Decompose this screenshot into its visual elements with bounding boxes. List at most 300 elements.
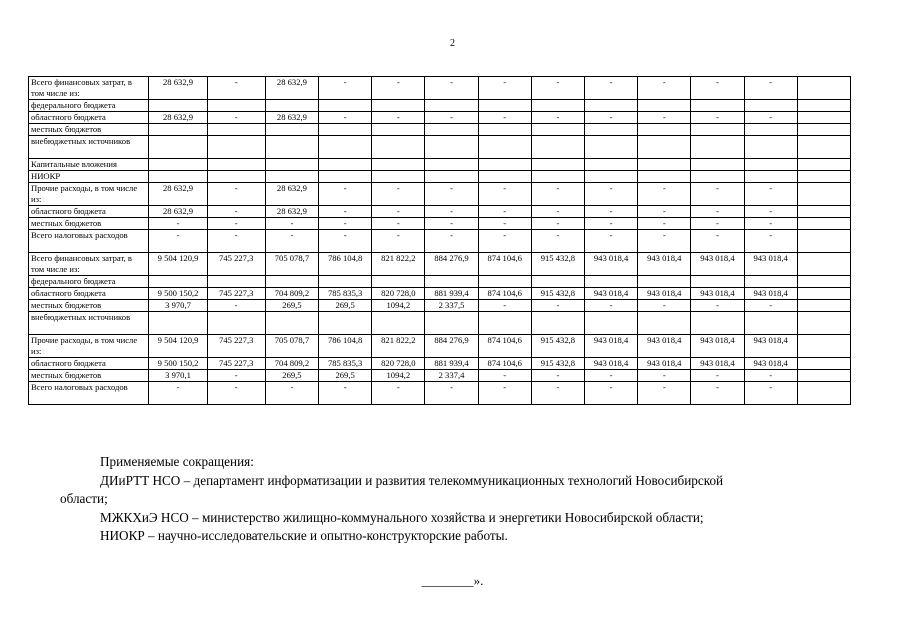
row-label: Прочие расходы, в том числе из: [29, 183, 149, 206]
table-cell [797, 358, 850, 370]
table-cell [425, 159, 478, 171]
table-cell [797, 312, 850, 335]
row-label: федерального бюджета [29, 276, 149, 288]
table-cell [372, 124, 425, 136]
row-label: областного бюджета [29, 112, 149, 124]
table-cell: 745 227,3 [207, 335, 265, 358]
table-cell [319, 171, 372, 183]
table-cell: 269,5 [319, 370, 372, 382]
table-cell: 28 632,9 [265, 183, 318, 206]
table-cell [797, 276, 850, 288]
table-cell [691, 312, 744, 335]
row-label: Всего финансовых затрат, в том числе из: [29, 77, 149, 100]
table-cell: 785 835,3 [319, 358, 372, 370]
table-row [29, 300, 851, 312]
table-cell: - [319, 382, 372, 405]
budget-table-body [29, 77, 851, 405]
table-cell [797, 206, 850, 218]
table-cell: - [372, 218, 425, 230]
table-cell: 874 104,6 [478, 288, 531, 300]
table-cell: 704 809,2 [265, 288, 318, 300]
table-cell: 269,5 [265, 300, 318, 312]
table-cell: - [584, 218, 637, 230]
table-cell [797, 124, 850, 136]
table-cell: 269,5 [319, 300, 372, 312]
table-cell: 943 018,4 [744, 358, 797, 370]
table-cell: - [638, 230, 691, 253]
table-cell [584, 136, 637, 159]
table-cell: - [531, 370, 584, 382]
table-cell: - [744, 183, 797, 206]
table-cell [584, 124, 637, 136]
table-cell: 881 939,4 [425, 358, 478, 370]
table-cell: - [207, 112, 265, 124]
table-cell: 28 632,9 [265, 77, 318, 100]
table-cell: 745 227,3 [207, 358, 265, 370]
table-cell: - [531, 77, 584, 100]
table-cell [797, 370, 850, 382]
table-cell [584, 276, 637, 288]
table-cell: 820 728,0 [372, 288, 425, 300]
table-cell: 9 504 120,9 [149, 335, 207, 358]
table-cell: - [584, 382, 637, 405]
table-cell [478, 276, 531, 288]
table-cell: - [744, 218, 797, 230]
table-cell: 943 018,4 [691, 335, 744, 358]
table-cell [207, 312, 265, 335]
table-cell: - [207, 370, 265, 382]
table-cell [372, 276, 425, 288]
table-cell [797, 136, 850, 159]
table-cell: - [478, 112, 531, 124]
row-label: НИОКР [29, 171, 149, 183]
table-cell: 874 104,6 [478, 253, 531, 276]
table-cell: 1094,2 [372, 300, 425, 312]
table-row [29, 112, 851, 124]
row-label: местных бюджетов [29, 300, 149, 312]
table-cell: - [531, 382, 584, 405]
table-cell: - [478, 382, 531, 405]
table-cell: 820 728,0 [372, 358, 425, 370]
table-cell [744, 171, 797, 183]
table-cell [207, 124, 265, 136]
table-cell [478, 312, 531, 335]
table-cell: - [744, 300, 797, 312]
table-cell: 2 337,5 [425, 300, 478, 312]
table-cell: - [691, 300, 744, 312]
table-cell: 28 632,9 [265, 206, 318, 218]
table-cell [478, 124, 531, 136]
table-cell [149, 124, 207, 136]
table-cell [265, 124, 318, 136]
table-cell [584, 312, 637, 335]
table-cell [744, 276, 797, 288]
abbreviation-mzhkhie: МЖКХиЭ НСО – министерство жилищно-коммунального хозяйства и энергетики Новосибирской области; [100, 509, 704, 525]
table-cell [584, 100, 637, 112]
table-cell: - [478, 183, 531, 206]
table-cell [149, 159, 207, 171]
row-label: Всего налоговых расходов [29, 230, 149, 253]
table-row [29, 218, 851, 230]
table-cell: - [207, 206, 265, 218]
table-cell: - [584, 206, 637, 218]
table-cell: - [425, 218, 478, 230]
table-cell: 745 227,3 [207, 288, 265, 300]
table-cell: 2 337,4 [425, 370, 478, 382]
table-row [29, 124, 851, 136]
table-cell [425, 100, 478, 112]
table-cell: - [691, 370, 744, 382]
table-row [29, 253, 851, 276]
table-row [29, 312, 851, 335]
table-cell: - [531, 230, 584, 253]
row-label: областного бюджета [29, 288, 149, 300]
table-cell: 705 078,7 [265, 335, 318, 358]
table-cell: 786 104,8 [319, 335, 372, 358]
table-cell: - [584, 300, 637, 312]
table-cell: - [425, 183, 478, 206]
abbreviation-niokr: НИОКР – научно-исследовательские и опытно-конструкторские работы. [100, 528, 508, 543]
table-cell: 943 018,4 [744, 288, 797, 300]
table-cell: 943 018,4 [584, 253, 637, 276]
table-row [29, 171, 851, 183]
table-cell: - [744, 230, 797, 253]
table-cell: - [744, 206, 797, 218]
table-row [29, 370, 851, 382]
table-cell: - [207, 382, 265, 405]
table-cell: - [207, 77, 265, 100]
table-cell: 874 104,6 [478, 335, 531, 358]
table-cell [207, 159, 265, 171]
table-cell [691, 136, 744, 159]
table-cell: 9 504 120,9 [149, 253, 207, 276]
table-cell: 786 104,8 [319, 253, 372, 276]
table-cell: 884 276,9 [425, 253, 478, 276]
table-cell [531, 312, 584, 335]
table-cell: 884 276,9 [425, 335, 478, 358]
table-cell: - [531, 300, 584, 312]
table-row [29, 288, 851, 300]
table-cell [691, 100, 744, 112]
table-cell [531, 100, 584, 112]
table-cell [149, 171, 207, 183]
table-cell: - [372, 382, 425, 405]
table-cell: - [149, 382, 207, 405]
abbreviation-ddirtt: ДИиРТТ НСО – департамент информатизации и развития телекоммуникационных технологий Новосибирской [100, 472, 724, 488]
table-cell [797, 230, 850, 253]
table-cell [372, 159, 425, 171]
table-cell: 943 018,4 [584, 288, 637, 300]
table-cell [478, 159, 531, 171]
table-row [29, 230, 851, 253]
table-cell: - [691, 218, 744, 230]
table-cell: - [638, 218, 691, 230]
table-cell: - [691, 77, 744, 100]
table-cell: - [584, 112, 637, 124]
table-cell [149, 100, 207, 112]
table-cell [149, 136, 207, 159]
table-cell: - [319, 77, 372, 100]
table-cell [797, 77, 850, 100]
table-cell [319, 312, 372, 335]
row-label: местных бюджетов [29, 218, 149, 230]
table-cell: - [425, 230, 478, 253]
table-cell [372, 312, 425, 335]
table-cell [584, 171, 637, 183]
table-cell: - [531, 112, 584, 124]
table-cell [207, 171, 265, 183]
table-cell [531, 136, 584, 159]
table-cell [584, 159, 637, 171]
table-cell [744, 159, 797, 171]
row-label: Капитальные вложения [29, 159, 149, 171]
table-cell [425, 276, 478, 288]
table-cell: 785 835,3 [319, 288, 372, 300]
table-cell [319, 124, 372, 136]
table-cell: - [691, 183, 744, 206]
table-cell: - [425, 382, 478, 405]
table-cell [691, 124, 744, 136]
table-cell [319, 100, 372, 112]
table-cell [319, 276, 372, 288]
table-cell: 943 018,4 [744, 253, 797, 276]
table-cell [531, 171, 584, 183]
table-cell: - [372, 77, 425, 100]
table-row [29, 77, 851, 100]
table-cell [265, 136, 318, 159]
table-cell: 943 018,4 [584, 358, 637, 370]
table-row [29, 335, 851, 358]
table-cell [265, 159, 318, 171]
table-cell: 9 500 150,2 [149, 288, 207, 300]
table-cell: - [638, 112, 691, 124]
table-cell: - [319, 218, 372, 230]
row-label: внебюджетных источников [29, 312, 149, 335]
table-cell: - [265, 382, 318, 405]
table-cell: - [149, 230, 207, 253]
table-cell [691, 159, 744, 171]
table-cell [425, 312, 478, 335]
table-cell [797, 112, 850, 124]
table-cell [638, 136, 691, 159]
table-row [29, 382, 851, 405]
table-cell [797, 288, 850, 300]
row-label: областного бюджета [29, 206, 149, 218]
table-cell [797, 183, 850, 206]
table-cell: 915 432,8 [531, 253, 584, 276]
table-cell: - [372, 206, 425, 218]
abbreviations-section [60, 453, 830, 546]
table-cell: 874 104,6 [478, 358, 531, 370]
row-label: Прочие расходы, в том числе из: [29, 335, 149, 358]
table-cell [797, 218, 850, 230]
table-cell: - [744, 382, 797, 405]
table-cell: 28 632,9 [149, 112, 207, 124]
table-cell: 943 018,4 [638, 253, 691, 276]
table-cell: 269,5 [265, 370, 318, 382]
table-cell: - [638, 206, 691, 218]
table-cell: - [744, 370, 797, 382]
row-label: федерального бюджета [29, 100, 149, 112]
table-cell [638, 312, 691, 335]
table-cell [478, 136, 531, 159]
table-cell: - [425, 206, 478, 218]
table-cell: - [425, 77, 478, 100]
table-cell: - [691, 230, 744, 253]
table-cell: 943 018,4 [638, 358, 691, 370]
table-cell: 915 432,8 [531, 288, 584, 300]
table-cell: 943 018,4 [744, 335, 797, 358]
table-cell [691, 171, 744, 183]
abbreviation-ddirtt-continuation: области; [60, 491, 108, 506]
table-row [29, 276, 851, 288]
table-row [29, 159, 851, 171]
table-cell: - [691, 382, 744, 405]
table-cell [797, 100, 850, 112]
table-cell: 943 018,4 [638, 288, 691, 300]
table-cell [265, 312, 318, 335]
table-cell: - [691, 206, 744, 218]
table-cell: 943 018,4 [691, 253, 744, 276]
table-cell: 821 822,2 [372, 335, 425, 358]
budget-table [28, 76, 851, 405]
table-cell [425, 124, 478, 136]
table-cell [797, 335, 850, 358]
table-cell [319, 136, 372, 159]
table-cell [744, 136, 797, 159]
table-cell: - [319, 230, 372, 253]
table-cell [638, 171, 691, 183]
table-cell [691, 276, 744, 288]
table-cell: - [372, 183, 425, 206]
table-cell [372, 171, 425, 183]
table-cell [425, 136, 478, 159]
table-cell: 943 018,4 [638, 335, 691, 358]
table-cell: - [584, 183, 637, 206]
table-cell: - [691, 112, 744, 124]
table-cell: 915 432,8 [531, 358, 584, 370]
table-cell: - [319, 206, 372, 218]
table-cell [265, 100, 318, 112]
table-cell: 745 227,3 [207, 253, 265, 276]
table-cell: - [207, 218, 265, 230]
table-cell [797, 300, 850, 312]
row-label: внебюджетных источников [29, 136, 149, 159]
table-cell: 1094,2 [372, 370, 425, 382]
table-cell: - [638, 382, 691, 405]
table-cell [797, 159, 850, 171]
table-cell: 943 018,4 [691, 358, 744, 370]
table-cell: 28 632,9 [149, 77, 207, 100]
table-cell: - [478, 206, 531, 218]
table-cell: 9 500 150,2 [149, 358, 207, 370]
table-cell [425, 171, 478, 183]
table-cell: 704 809,2 [265, 358, 318, 370]
table-cell: - [265, 218, 318, 230]
table-cell: - [478, 300, 531, 312]
table-cell: - [584, 77, 637, 100]
table-cell: 915 432,8 [531, 335, 584, 358]
table-cell [638, 124, 691, 136]
table-cell: - [584, 370, 637, 382]
table-cell: - [478, 370, 531, 382]
table-cell: - [531, 218, 584, 230]
table-cell: - [478, 77, 531, 100]
table-cell: - [207, 230, 265, 253]
table-cell: - [584, 230, 637, 253]
row-label: местных бюджетов [29, 124, 149, 136]
row-label: местных бюджетов [29, 370, 149, 382]
table-cell: - [478, 230, 531, 253]
table-cell: 3 970,7 [149, 300, 207, 312]
table-cell [207, 136, 265, 159]
page-number: 2 [450, 38, 455, 49]
table-cell [207, 276, 265, 288]
table-cell [531, 124, 584, 136]
table-cell [744, 100, 797, 112]
table-row [29, 183, 851, 206]
row-label: Всего налоговых расходов [29, 382, 149, 405]
table-cell [265, 171, 318, 183]
table-cell: - [744, 77, 797, 100]
table-cell: - [149, 218, 207, 230]
table-cell: - [372, 112, 425, 124]
table-cell [372, 136, 425, 159]
table-cell: - [207, 300, 265, 312]
row-label: Всего финансовых затрат, в том числе из: [29, 253, 149, 276]
table-cell [797, 382, 850, 405]
table-cell [478, 100, 531, 112]
table-cell [207, 100, 265, 112]
table-cell: - [478, 218, 531, 230]
table-cell: - [265, 230, 318, 253]
table-cell [744, 124, 797, 136]
table-row [29, 136, 851, 159]
table-cell: 28 632,9 [149, 206, 207, 218]
table-cell: 3 970,1 [149, 370, 207, 382]
table-cell: 943 018,4 [584, 335, 637, 358]
closing-quote-line: ________». [421, 573, 484, 588]
table-cell [149, 312, 207, 335]
table-row [29, 206, 851, 218]
table-cell [531, 159, 584, 171]
table-cell: 705 078,7 [265, 253, 318, 276]
table-cell: - [319, 183, 372, 206]
table-row [29, 358, 851, 370]
table-row [29, 100, 851, 112]
table-cell: - [531, 206, 584, 218]
table-cell [638, 100, 691, 112]
table-cell: 28 632,9 [265, 112, 318, 124]
table-cell: 28 632,9 [149, 183, 207, 206]
table-cell: - [638, 370, 691, 382]
table-cell: - [638, 300, 691, 312]
table-cell [797, 171, 850, 183]
table-cell: 943 018,4 [691, 288, 744, 300]
table-cell [372, 100, 425, 112]
table-cell: - [319, 112, 372, 124]
table-cell [531, 276, 584, 288]
table-cell: - [638, 183, 691, 206]
table-cell: - [207, 183, 265, 206]
table-cell [478, 171, 531, 183]
table-cell: - [638, 77, 691, 100]
table-cell [319, 159, 372, 171]
abbreviations-heading: Применяемые сокращения: [100, 454, 254, 469]
table-cell: - [531, 183, 584, 206]
table-cell [638, 276, 691, 288]
table-cell [744, 312, 797, 335]
